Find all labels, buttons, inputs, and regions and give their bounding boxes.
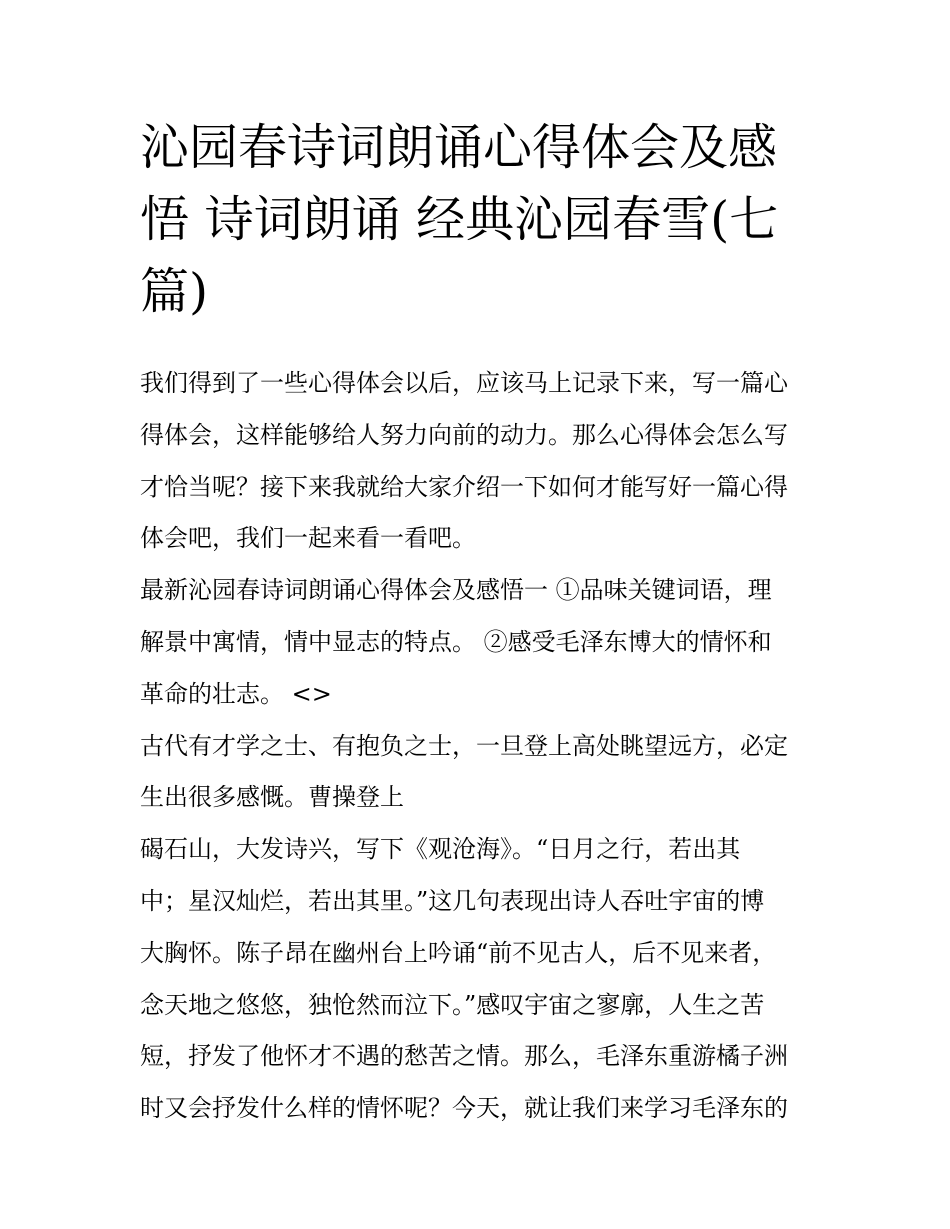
body-line: 得体会，这样能够给人努力向前的动力。那么心得体会怎么写 (140, 420, 788, 449)
body-line: 碣石山，大发诗兴，写下《观沧海》。“日月之行，若出其 (140, 835, 741, 864)
body-line: 大胸怀。陈子昂在幽州台上吟诵“前不见古人，后不见来者， (140, 938, 777, 967)
body-line: 我们得到了一些心得体会以后，应该马上记录下来，写一篇心 (140, 369, 788, 397)
body-line: 时又会抒发什么样的情怀呢？今天，就让我们来学习毛泽东的 (140, 1094, 788, 1123)
body-line: 短，抒发了他怀才不遇的愁苦之情。那么，毛泽东重游橘子洲 (140, 1042, 788, 1071)
body-line: 念天地之悠悠，独怆然而泣下。”感叹宇宙之寥廓，人生之苦 (140, 990, 765, 1019)
body-line: 最新沁园春诗词朗诵心得体会及感悟一 ①品味关键词语，理 (140, 576, 772, 605)
title-line: 悟 诗词朗诵 经典沁园春雪(七 (140, 191, 779, 248)
body-line: 古代有才学之士、有抱负之士，一旦登上高处眺望远方，必定 (140, 731, 788, 760)
title-line: 沁园春诗词朗诵心得体会及感 (140, 119, 778, 176)
body-line: 革命的壮志。 <> (140, 679, 332, 708)
document-body (140, 358, 830, 1135)
document-title (140, 112, 820, 328)
title-line: 篇) (140, 263, 209, 320)
body-line: 生出很多感慨。曹操登上 (140, 783, 404, 812)
body-line: 解景中寓情，情中显志的特点。 ②感受毛泽东博大的情怀和 (140, 627, 772, 656)
body-line: 体会吧，我们一起来看一看吧。 (140, 524, 476, 553)
body-line: 中；星汉灿烂，若出其里。”这几句表现出诗人吞吐宇宙的博 (140, 886, 765, 915)
body-line: 才恰当呢？接下来我就给大家介绍一下如何才能写好一篇心得 (140, 472, 788, 501)
